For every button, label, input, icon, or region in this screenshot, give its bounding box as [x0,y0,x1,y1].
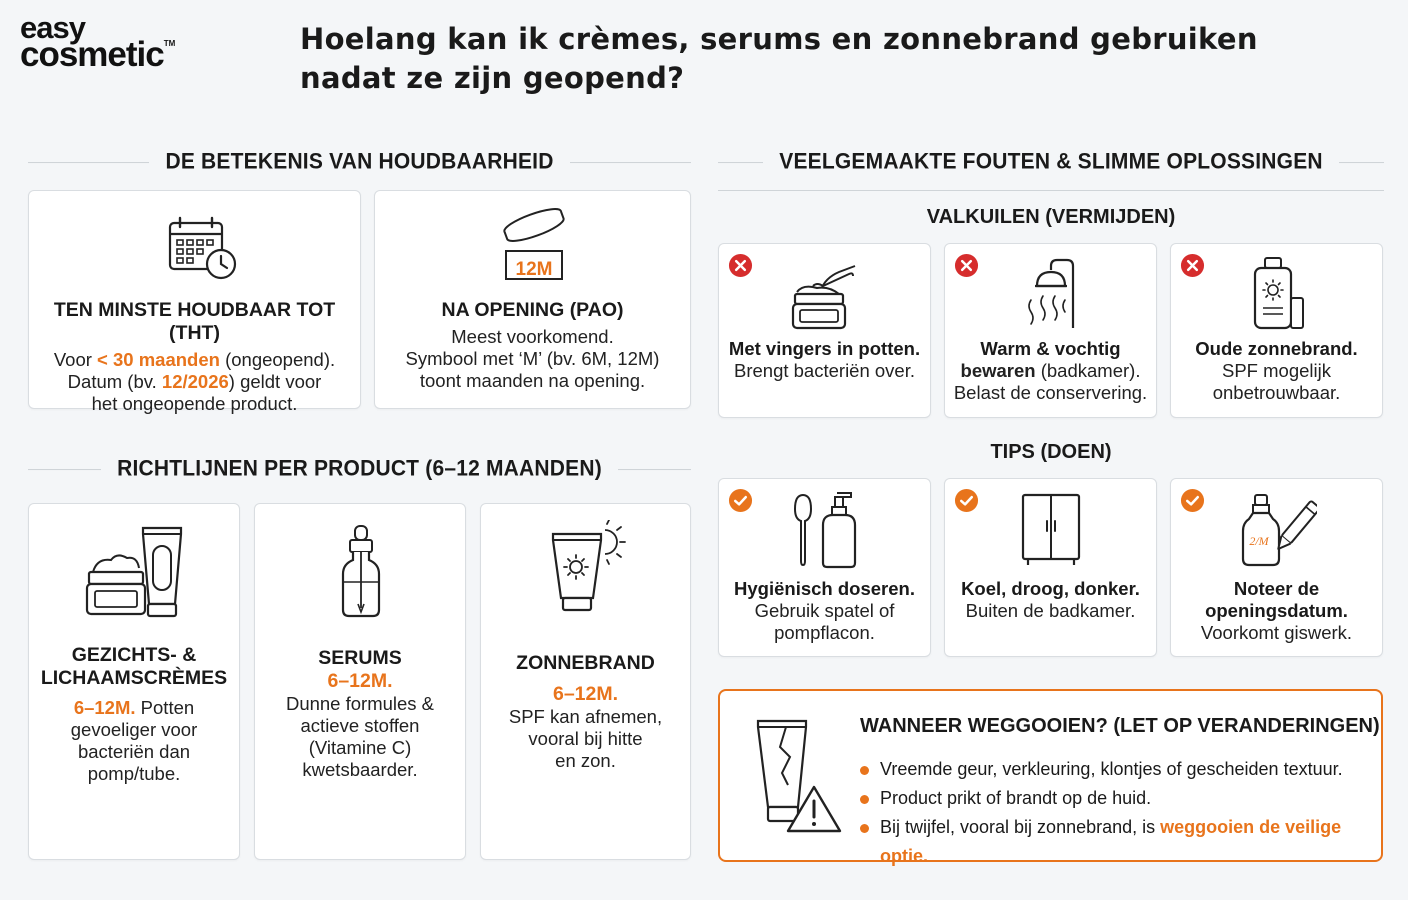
opening-date-label: 2/M [1249,534,1269,548]
serums-title: SERUMS [318,647,402,669]
serums-duration: 6–12M. [327,670,393,692]
pao-body: Meest voorkomend. Symbool met ‘M’ (bv. 6M, 12M) toont maanden na opening. [405,326,660,391]
creams-body: 6–12M. Potten gevoeliger voor bacteriën dan pomp/tube. [70,697,198,784]
check-icon [954,488,979,513]
divider [718,190,1384,191]
card-creams [28,503,240,860]
x-icon [728,253,753,278]
old-sunscreen-bottle-icon [1249,256,1305,330]
section-heading-meaning: DE BETEKENIS VAN HOUDBAARHEID [28,149,691,174]
brand-line1: easy [20,10,85,45]
tip-card-hygiene [718,478,931,657]
tip-card-storage [944,478,1157,657]
tip-3-title-1: Noteer de [1233,578,1320,599]
creams-title-2: LICHAAMSCRÈMES [40,667,228,689]
serums-body: Dunne formules & actieve stoffen (Vitamine C) kwetsbaarder. [285,693,435,780]
dropper-bottle-icon [339,524,383,620]
pitfall-card-bathroom [944,243,1157,418]
check-icon [1180,488,1205,513]
discard-heading: WANNEER WEGGOOIEN? (LET OP VERANDERINGEN) [860,715,1380,737]
pitfall-card-old-sunscreen [1170,243,1383,418]
tip-2-title: Koel, droog, donker. [961,578,1140,599]
pitfall-2-body: bewaren (badkamer). Belast de conservering. [953,360,1148,403]
x-icon [1180,253,1205,278]
calendar-clock-icon [167,216,239,280]
brand-logo [20,10,176,74]
section-heading-guidelines: RICHTLIJNEN PER PRODUCT (6–12 MAANDEN) [28,456,691,481]
list-item: Product prikt of brandt op de huid. [858,784,1378,813]
pitfall-1-title: Met vingers in potten. [728,338,921,359]
sunscreen-duration: 6–12M. [552,683,619,705]
pitfall-2-title: Warm & vochtig [980,338,1121,359]
sunscreen-tube-icon [549,520,631,614]
open-jar-icon [498,207,570,283]
tip-card-opening-date [1170,478,1383,657]
broken-tube-warning-icon [754,717,846,835]
pitfall-3-title: Oude zonnebrand. [1195,338,1358,359]
pitfalls-heading: VALKUILEN (VERMIJDEN) [926,206,1176,228]
tips-heading: TIPS (DOEN) [990,441,1112,463]
tht-title: TEN MINSTE HOUDBAAR TOT (THT) [53,299,336,344]
cream-jar-tube-icon [83,524,187,620]
spatula-pump-icon [791,491,861,569]
bottle-pen-icon [1239,493,1317,567]
card-pao [374,190,691,409]
trademark-mark: TM [163,38,176,48]
pao-title: NA OPENING (PAO) [441,299,624,321]
list-item: Bij twijfel, vooral bij zonnebrand, is weggooien de veilige optie. [858,813,1378,871]
check-icon [728,488,753,513]
sunscreen-body: SPF kan afnemen, vooral bij hitte en zon. [508,706,663,771]
tip-3-title-2: openingsdatum. [1205,600,1348,621]
tht-body: Voor < 30 maanden (ongeopend). Datum (bv. 12/2026) geldt voor het ongeopende product. [53,349,336,414]
sunscreen-title: ZONNEBRAND [516,652,655,674]
tip-1-title: Hygiënisch doseren. [734,578,915,599]
pitfall-card-fingers [718,243,931,418]
tip-3-body: Voorkomt giswerk. [1200,622,1353,643]
x-icon [954,253,979,278]
discard-alert [718,689,1383,866]
creams-title-1: GEZICHTS- & [71,644,197,666]
discard-list [858,755,1378,871]
card-tht [28,190,361,414]
card-sunscreen [480,503,691,860]
pitfall-1-body: Brengt bacteriën over. [734,360,915,381]
brand-line2: cosmetic™ [20,34,176,74]
page-title: Hoelang kan ik crèmes, serums en zonnebrand gebruiken nadat ze zijn geopend? [300,22,1258,95]
tip-2-body: Buiten de badkamer. [965,600,1136,621]
finger-in-jar-icon [791,256,859,330]
steamy-shower-icon [1021,256,1081,330]
pitfall-3-body: SPF mogelijk onbetrouwbaar. [1212,360,1341,403]
section-heading-mistakes: VEELGEMAAKTE FOUTEN & SLIMME OPLOSSINGEN [718,149,1384,174]
cabinet-icon [1020,493,1082,567]
card-serums [254,503,466,860]
list-item: Vreemde geur, verkleuring, klontjes of gescheiden textuur. [858,755,1378,784]
pao-symbol: 12M [515,259,553,280]
tip-1-body: Gebruik spatel of pompflacon. [754,600,895,643]
